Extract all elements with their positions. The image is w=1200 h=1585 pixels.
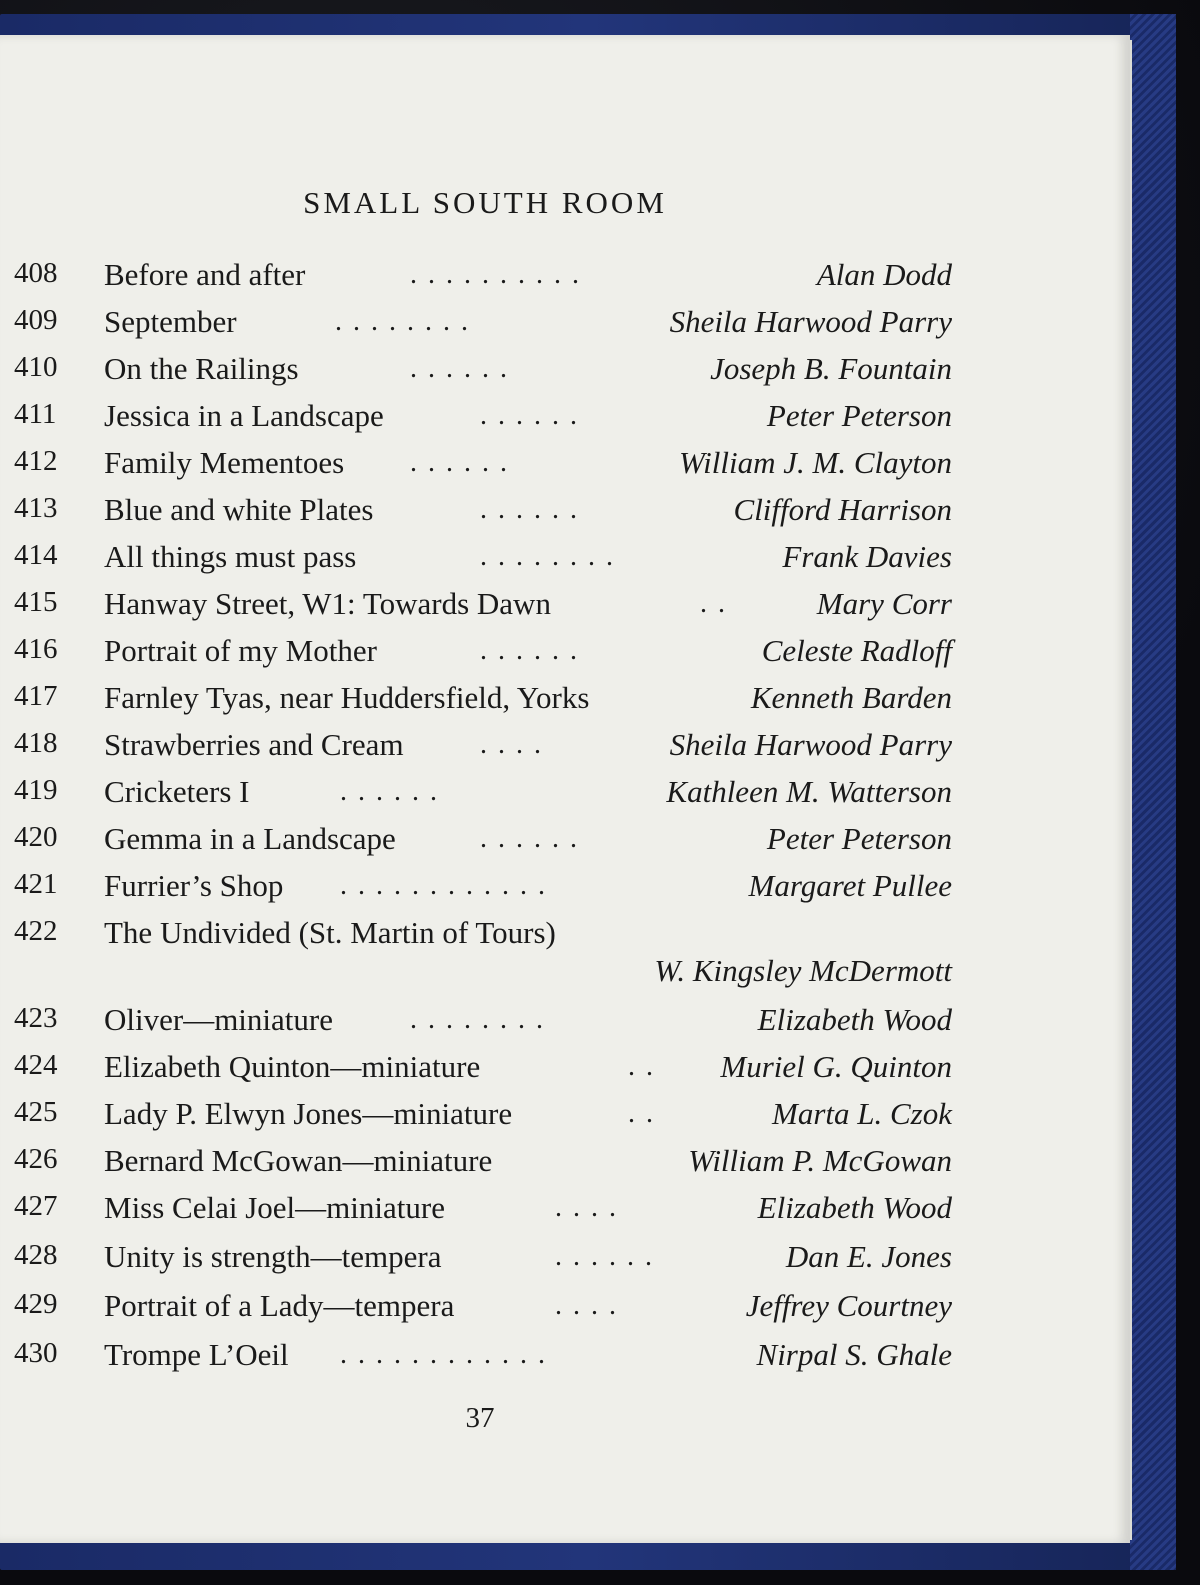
entry-number: 413 xyxy=(14,492,58,524)
entry-number: 430 xyxy=(14,1337,58,1369)
entry xyxy=(0,347,960,391)
entry xyxy=(0,441,960,485)
entry xyxy=(0,1045,960,1089)
entry-title: On the Railings xyxy=(104,351,299,386)
entry-title: Elizabeth Quinton—miniature xyxy=(104,1049,481,1084)
dot-leader: . . . . . . xyxy=(480,400,579,431)
entry-title: Strawberries and Cream xyxy=(104,727,404,762)
entry xyxy=(0,817,960,861)
entry xyxy=(0,1186,960,1230)
entry xyxy=(0,582,960,626)
entry-number: 422 xyxy=(14,915,58,947)
entry-title: Lady P. Elwyn Jones—miniature xyxy=(104,1096,513,1131)
entry xyxy=(0,535,960,579)
entry-title: Gemma in a Landscape xyxy=(104,821,396,856)
dot-leader: . . . . . . . . . . . . xyxy=(340,870,547,901)
entry xyxy=(0,1333,960,1377)
entry-artist: Peter Peterson xyxy=(766,398,952,433)
entry-artist: William P. McGowan xyxy=(688,1143,952,1178)
entry-title: The Undivided (St. Martin of Tours) xyxy=(104,915,556,950)
entry-number: 409 xyxy=(14,304,58,336)
entry-title: Blue and white Plates xyxy=(104,492,374,527)
entry xyxy=(0,1235,960,1279)
entry xyxy=(0,911,960,995)
entry-title: Portrait of a Lady—tempera xyxy=(104,1288,455,1323)
entry-title: Before and after xyxy=(104,257,306,292)
entry xyxy=(0,723,960,767)
entry-artist: Elizabeth Wood xyxy=(757,1190,952,1225)
entry-artist: Kenneth Barden xyxy=(750,680,952,715)
entry-title: Furrier’s Shop xyxy=(104,868,284,903)
entry-number: 425 xyxy=(14,1096,58,1128)
entry-title: Miss Celai Joel—miniature xyxy=(104,1190,445,1225)
dot-leader: . . . . . . xyxy=(480,635,579,666)
entry xyxy=(0,488,960,532)
entry-number: 421 xyxy=(14,868,58,900)
entry-title: Jessica in a Landscape xyxy=(104,398,384,433)
entry-artist: Marta L. Czok xyxy=(772,1096,952,1131)
entry-number: 429 xyxy=(14,1288,58,1320)
entry xyxy=(0,629,960,673)
entry-title: Farnley Tyas, near Huddersfield, Yorks xyxy=(104,680,590,715)
entry-artist: Celeste Radloff xyxy=(761,633,952,668)
entry-number: 424 xyxy=(14,1049,58,1081)
entry-title: September xyxy=(104,304,237,339)
entry xyxy=(0,300,960,344)
entry xyxy=(0,1284,960,1328)
entry-number: 411 xyxy=(14,398,57,430)
entry-title: Oliver—miniature xyxy=(104,1002,333,1037)
dot-leader: . . . . . . xyxy=(480,823,579,854)
entry-number: 418 xyxy=(14,727,58,759)
dot-leader: . . . . . . . . . . . . xyxy=(340,1339,547,1370)
entry-artist: Alan Dodd xyxy=(816,257,952,292)
entry-number: 427 xyxy=(14,1190,58,1222)
entry-title: Portrait of my Mother xyxy=(104,633,377,668)
entry-number: 417 xyxy=(14,680,58,712)
dot-leader: . . . . . . xyxy=(480,494,579,525)
entry-artist: Nirpal S. Ghale xyxy=(756,1337,952,1372)
room-heading: SMALL SOUTH ROOM xyxy=(303,185,667,220)
entry-artist: Margaret Pullee xyxy=(748,868,952,903)
dot-leader: . . xyxy=(628,1051,655,1082)
dot-leader: . . . . . . . . . . xyxy=(410,259,581,290)
dot-leader: . . . . . . xyxy=(555,1241,654,1272)
entry-artist: Frank Davies xyxy=(782,539,952,574)
entry-title: Cricketers I xyxy=(104,774,250,809)
entry-title: Family Mementoes xyxy=(104,445,345,480)
entry-artist: Mary Corr xyxy=(816,586,952,621)
entry xyxy=(0,1092,960,1136)
dot-leader: . . . . xyxy=(480,729,543,760)
entry-artist: Peter Peterson xyxy=(766,821,952,856)
dot-leader: . . . . xyxy=(555,1290,618,1321)
entry-artist: Elizabeth Wood xyxy=(757,1002,952,1037)
entry-number: 419 xyxy=(14,774,58,806)
entry-number: 426 xyxy=(14,1143,58,1175)
entry-title: Unity is strength—tempera xyxy=(104,1239,442,1274)
entry-artist: Sheila Harwood Parry xyxy=(669,304,952,339)
entry-number: 415 xyxy=(14,586,58,618)
entry xyxy=(0,1139,960,1183)
entry-title: Hanway Street, W1: Towards Dawn xyxy=(104,586,551,621)
entry xyxy=(0,676,960,720)
entry-artist: Jeffrey Courtney xyxy=(745,1288,952,1323)
entry xyxy=(0,394,960,438)
entry-artist: Dan E. Jones xyxy=(785,1239,952,1274)
entry-title: Bernard McGowan—miniature xyxy=(104,1143,493,1178)
entry-artist: Joseph B. Fountain xyxy=(710,351,952,386)
dot-leader: . . . . . . xyxy=(410,353,509,384)
dot-leader: . . xyxy=(700,588,727,619)
dot-leader: . . . . . . . . xyxy=(410,1004,545,1035)
entry-artist: Clifford Harrison xyxy=(733,492,952,527)
dot-leader: . . . . . . . . xyxy=(480,541,615,572)
entry-title: Trompe L’Oeil xyxy=(104,1337,289,1372)
dot-leader: . . xyxy=(628,1098,655,1129)
dot-leader: . . . . . . . . xyxy=(335,306,470,337)
entry xyxy=(0,253,960,297)
entry-number: 416 xyxy=(14,633,58,665)
dot-leader: . . . . . . xyxy=(340,776,439,807)
entry-number: 423 xyxy=(14,1002,58,1034)
entry-number: 410 xyxy=(14,351,58,383)
entry-artist: Kathleen M. Watterson xyxy=(666,774,952,809)
entry-number: 412 xyxy=(14,445,58,477)
page-number: 37 xyxy=(465,1402,495,1434)
entry xyxy=(0,998,960,1042)
dot-leader: . . . . xyxy=(555,1192,618,1223)
entry-number: 414 xyxy=(14,539,58,571)
entry-artist: William J. M. Clayton xyxy=(679,445,952,480)
entry-title: All things must pass xyxy=(104,539,357,574)
entry-number: 408 xyxy=(14,257,58,289)
entry-number: 420 xyxy=(14,821,58,853)
catalogue-page xyxy=(0,35,1130,1543)
entry xyxy=(0,770,960,814)
entry-artist: Muriel G. Quinton xyxy=(720,1049,952,1084)
entry-artist: Sheila Harwood Parry xyxy=(669,727,952,762)
cover-edge xyxy=(1130,14,1176,1570)
entry-number: 428 xyxy=(14,1239,58,1271)
dot-leader: . . . . . . xyxy=(410,447,509,478)
entry xyxy=(0,864,960,908)
entry-artist: W. Kingsley McDermott xyxy=(654,953,952,988)
